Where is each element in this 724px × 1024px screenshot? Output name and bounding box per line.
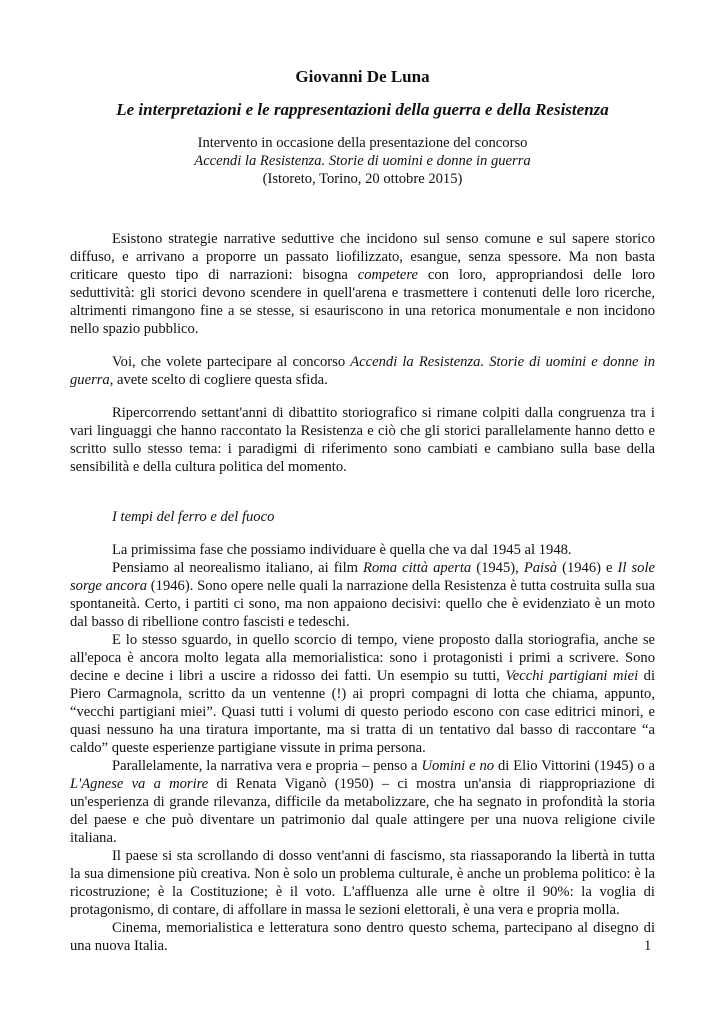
intro-line-3: (Istoreto, Torino, 20 ottobre 2015): [262, 171, 463, 187]
paragraph-6: E lo stesso sguardo, in quello scorcio di tempo, viene proposto dalla storiografia, anche se all'epoca è ancora molto legata alla memorialistica: sono i protagonisti i primi a scrivere. Sono decine e decine i libri a uscire a ridosso dei fatti. Un esempio su tutti, Vecchi partigiani miei di Piero Carmagnola, scritto da un ventenne (!) ai propri compagni di lotta che chiama, appunto, “vecchi partigiani miei”. Quasi tutti i volumi di questo periodo escono con case editrici minori, e quasi nessuno ha una tiratura importante, ma si tratta di un tentativo dal basso di raccontare “a caldo” queste esperienze partigiane vissute in prima persona.: [70, 632, 656, 756]
paragraph-7: Parallelamente, la narrativa vera e propria – penso a Uomini e no di Elio Vittorini (1945) o a L'Agnese va a morire di Renata Viganò (1950) – ci mostra un'ansia di riappropriazione di un'esperienza di grande rilevanza, difficile da metabolizzare, che ha segnato in profondità la storia del paese e che può diventare un patrimonio dal quale attingere per una nuova religione civile italiana.: [70, 758, 656, 846]
document-title: Le interpretazioni e le rappresentazioni della guerra e della Resistenza: [116, 100, 609, 119]
intro-line-1: Intervento in occasione della presentazione del concorso: [197, 135, 528, 151]
body-text: [70, 230, 655, 955]
section-title: I tempi del ferro e del fuoco: [112, 509, 275, 525]
paragraph-1: Esistono strategie narrative seduttive che incidono sul senso comune e sul sapere storico diffuso, e arrivano a proporre un passato liofilizzato, esangue, senza spessore. Ma non basta criticare questo tipo di narrazioni: bisogna competere con loro, appropriandosi delle loro seduttività: gli storici devono scendere in quell'arena e trasmettere i contenuti delle loro ricerche, altrimenti rimangono fine a se stesse, si esauriscono in una retorica monumentale e non incidono nello spazio pubblico.: [70, 231, 655, 337]
paragraph-3: Ripercorrendo settant'anni di dibattito storiografico si rimane colpiti dalla congruenza tra i vari linguaggi che hanno raccontato la Resistenza e ciò che gli storici parallelamente hanno detto e scritto sullo stesso tema: i paradigmi di riferimento sono cambiati e cambiano sulla base della sensibilità e della cultura politica del momento.: [70, 405, 655, 475]
intro-block: [70, 134, 655, 188]
paragraph-9: Cinema, memorialistica e letteratura sono dentro questo schema, partecipano al disegno di una nuova Italia.: [70, 920, 655, 954]
intro-line-2: Accendi la Resistenza. Storie di uomini e donne in guerra: [194, 153, 531, 169]
paragraph-8: Il paese si sta scrollando di dosso vent'anni di fascismo, sta riassaporando la libertà in tutta la sua dimensione più creativa. Non è solo un problema culturale, è anche un problema politico: è la ricostruzione; è la Costituzione; è il voto. L'affluenza alle urne è oltre il 90%: la voglia di protagonismo, di contare, di affollare in massa le sezioni elettorali, è una vera e propria molla.: [70, 848, 655, 918]
paragraph-4: La primissima fase che possiamo individuare è quella che va dal 1945 al 1948.: [112, 542, 572, 558]
author-name: Giovanni De Luna: [295, 67, 430, 86]
document-page: [70, 66, 655, 955]
paragraph-2: Voi, che volete partecipare al concorso Accendi la Resistenza. Storie di uomini e donne in guerra, avete scelto di cogliere questa sfida.: [70, 354, 655, 388]
paragraph-5: Pensiamo al neorealismo italiano, ai film Roma città aperta (1945), Paisà (1946) e Il sole sorge ancora (1946). Sono opere nelle quali la narrazione della Resistenza è tutta costruita sulla sua spontaneità. Certo, i partiti ci sono, ma non appaiono decisivi: quello che è evidenziato è un moto dal basso di ribellione contro fascisti e tedeschi.: [70, 560, 655, 630]
page-number: 1: [644, 938, 652, 954]
